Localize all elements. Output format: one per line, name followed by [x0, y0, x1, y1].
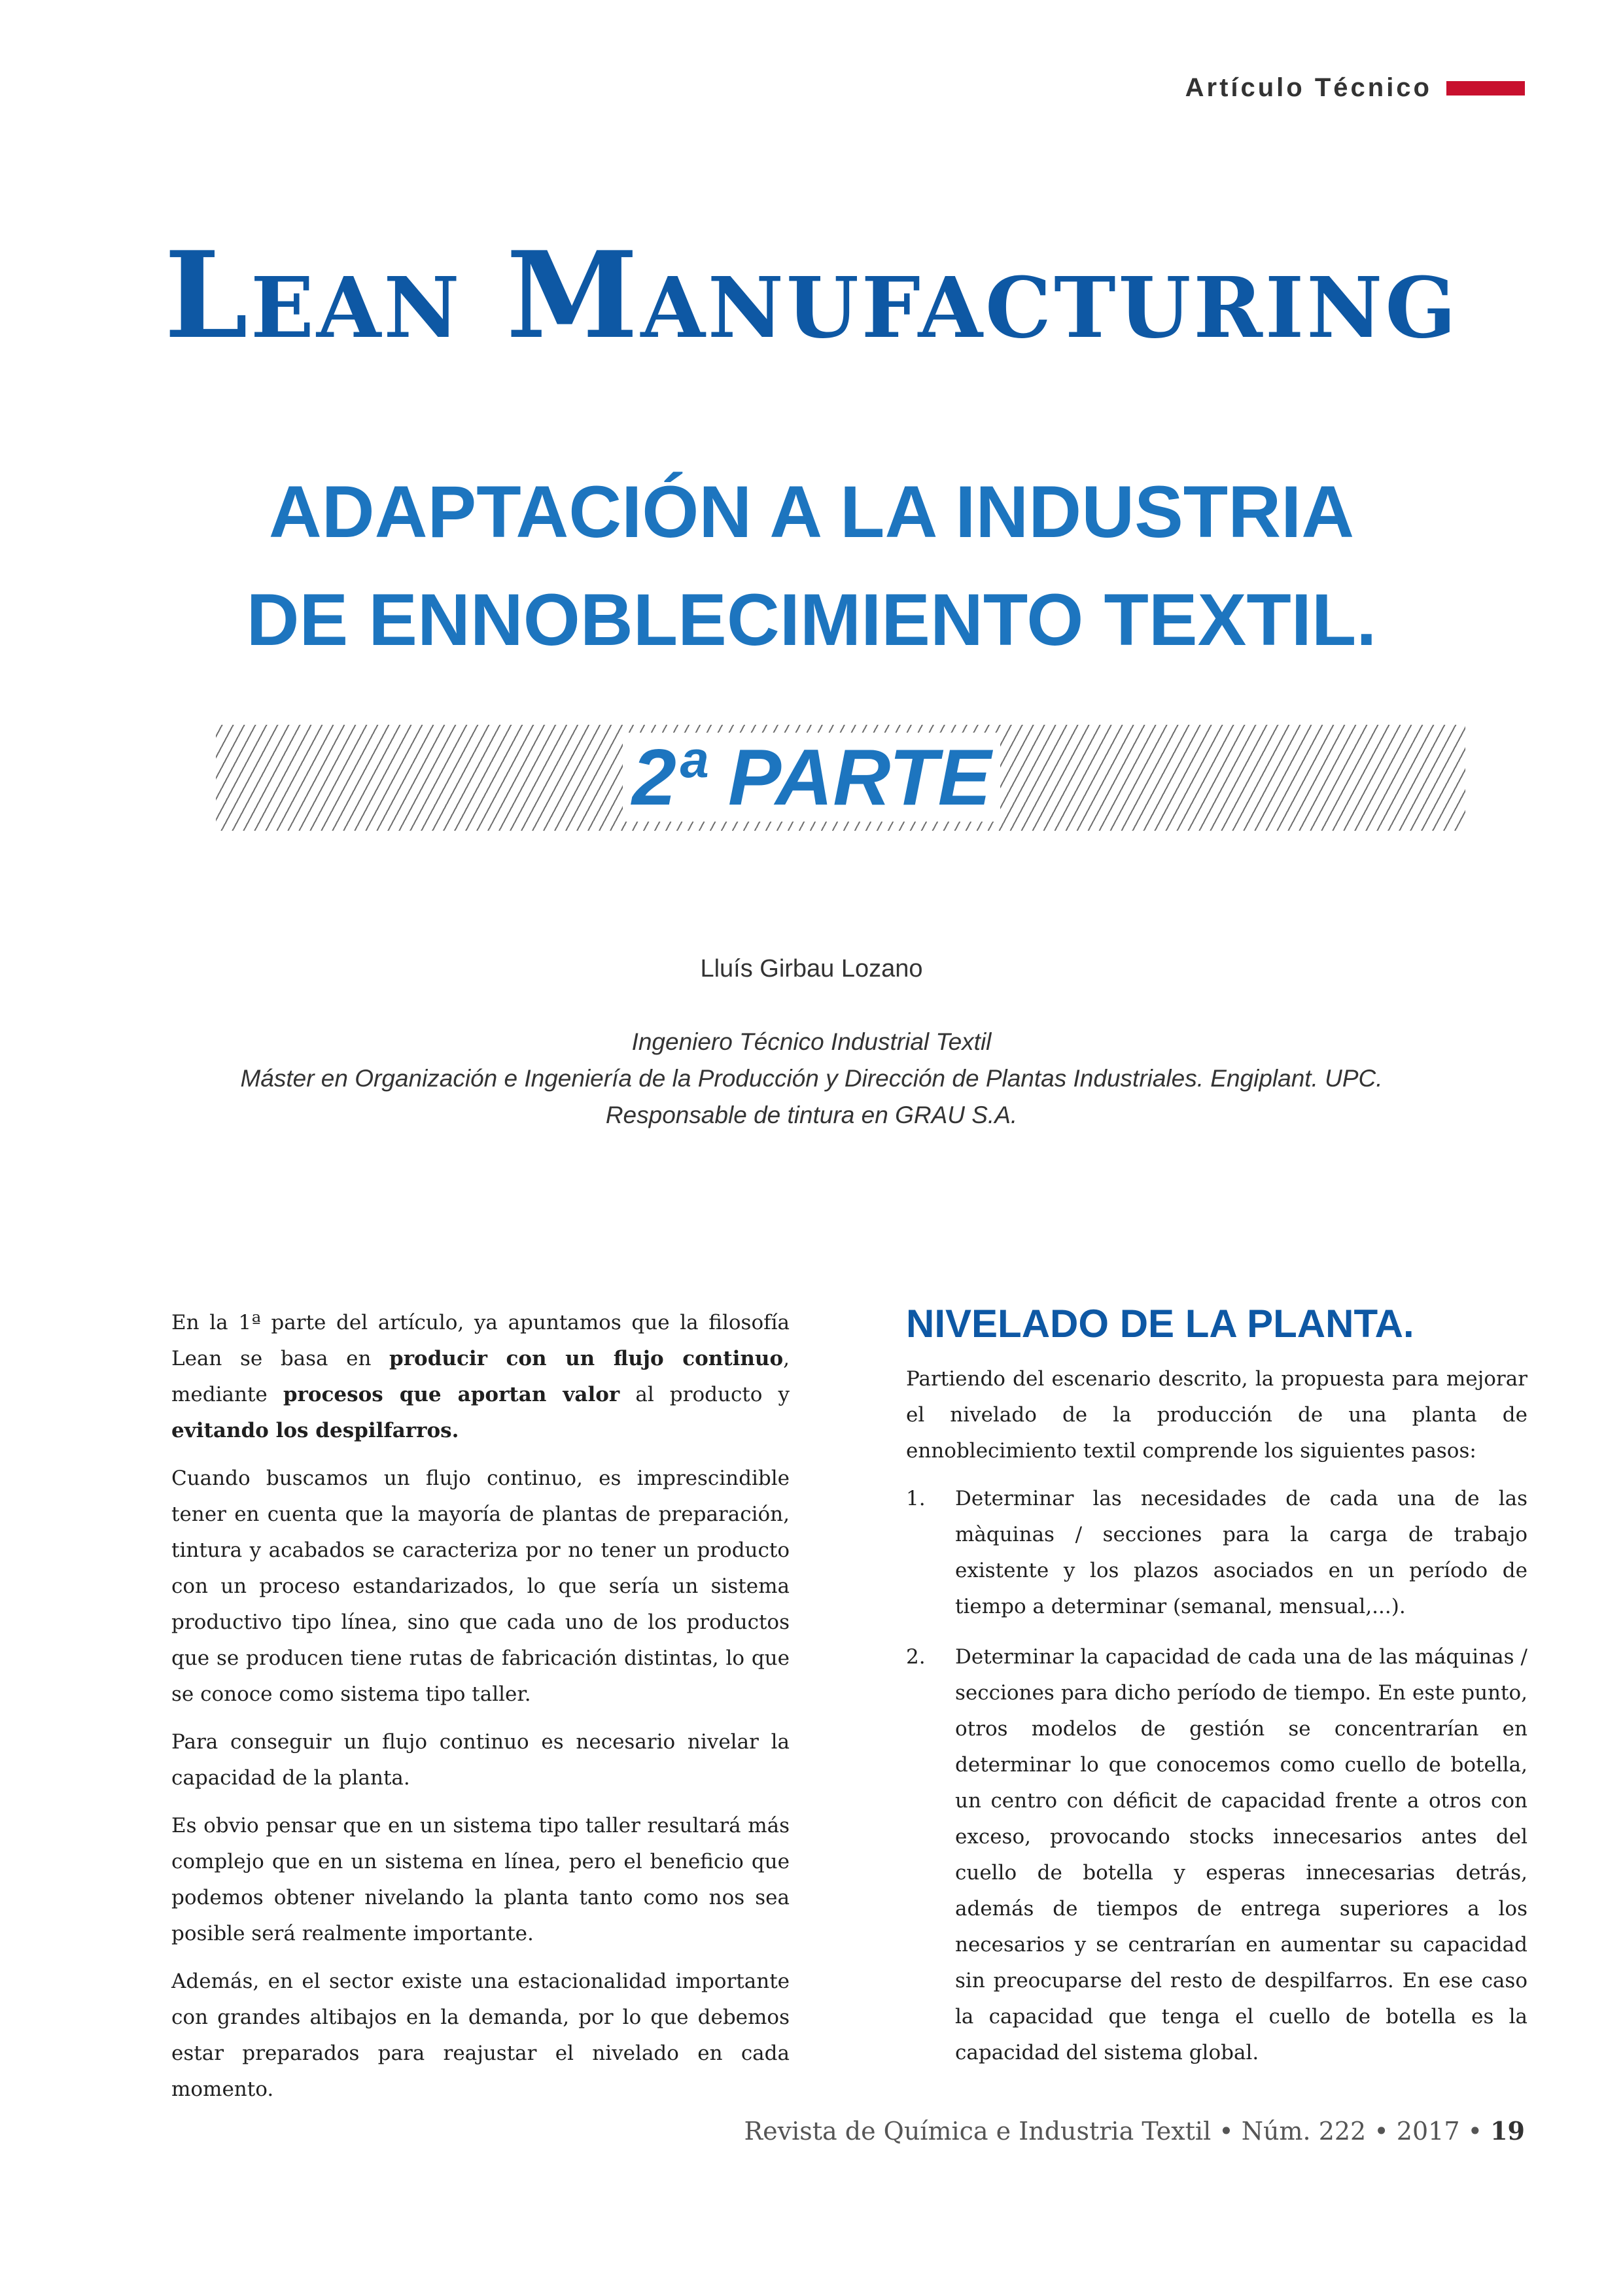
credential-line: Máster en Organización e Ingeniería de la Producción y Dirección de Plantas Industriales. Engiplant. UPC.	[240, 1065, 1383, 1092]
page-number: 19	[1490, 2116, 1525, 2146]
credential-line: Ingeniero Técnico Industrial Textil	[631, 1028, 992, 1055]
paragraph: Además, en el sector existe una estacionalidad importante con grandes altibajos en la demanda, por lo que debemos estar preparados para reajustar el nivelado en cada momento.	[171, 1970, 790, 2101]
section-tag-bar	[1446, 81, 1525, 96]
paragraph: Cuando buscamos un flujo continuo, es imprescindible tener en cuenta que la mayoría de plantas de preparación, tintura y acabados se caracteriza por no tener un producto con un proceso estandarizados, lo que sería un sistema productivo tipo línea, sino que cada uno de los productos que se producen tiene rutas de fabricación distintas, lo que se conoce como sistema tipo taller.	[171, 1467, 790, 1706]
list-item	[906, 1481, 1527, 1625]
paragraph: Partiendo del escenario descrito, la propuesta para mejorar el nivelado de la producción de una planta de ennoblecimiento textil comprende los siguientes pasos:	[906, 1367, 1527, 1463]
section-tag-label: Artículo Técnico	[1185, 73, 1432, 102]
credential-line: Responsable de tintura en GRAU S.A.	[605, 1102, 1018, 1128]
part-label-wrap	[0, 731, 1623, 823]
list-item	[906, 1639, 1527, 2071]
left-column	[171, 1305, 790, 2119]
section-tag	[1185, 73, 1525, 103]
subtitle-line-2: DE ENNOBLECIMIENTO TEXTIL.	[246, 579, 1377, 661]
footer-publication: Revista de Química e Industria Textil • Núm. 222 • 2017 •	[744, 2117, 1483, 2146]
list-item-text: Determinar la capacidad de cada una de las máquinas / secciones para dicho período de tiempo. En este punto, otros modelos de gestión se concentrarían en determinar lo que conocemos como cuello de botella, un centro con déficit de capacidad frente a otros con exceso, provocando stocks innecesarios antes del cuello de botella y esperas innecesarias detrás, además de tiempos de entrega superiores a los necesarios y se centrarían en aumentar su capacidad sin preocuparse del resto de despilfarros. En ese caso la capacidad que tenga el cuello de botella es la capacidad del sistema global.	[955, 1645, 1527, 2064]
list-item-number: 2.	[906, 1645, 926, 1669]
author-name: Lluís Girbau Lozano	[700, 955, 923, 983]
subtitle	[0, 458, 1623, 674]
page-footer	[744, 2116, 1525, 2146]
part-label: 2ª PARTE	[623, 733, 1000, 822]
paragraph: Para conseguir un flujo continuo es necesario nivelar la capacidad de la planta.	[171, 1730, 790, 1790]
author-credentials	[0, 1024, 1623, 1134]
list-item-text: Determinar las necesidades de cada una de las màquinas / secciones para la carga de trabajo existente y los plazos asociados en un período de tiempo a determinar (semanal, mensual,...).	[955, 1487, 1527, 1618]
paragraph: Es obvio pensar que en un sistema tipo taller resultará más complejo que en un sistema en línea, pero el beneficio que podemos obtener nivelando la planta tanto como nos sea posible será realmente importante.	[171, 1814, 790, 1945]
right-column	[906, 1298, 1527, 2085]
paragraph: En la 1ª parte del artículo, ya apuntamos que la filosofía Lean se basa en producir con un flujo continuo, mediante procesos que aportan valor al producto y evitando los despilfarros.	[171, 1311, 790, 1442]
subtitle-line-1: ADAPTACIÓN A LA INDUSTRIA	[268, 471, 1355, 553]
main-title: Lean Manufacturing	[164, 225, 1459, 365]
section-heading: NIVELADO DE LA PLANTA.	[906, 1302, 1414, 1346]
list-item-number: 1.	[906, 1487, 926, 1510]
